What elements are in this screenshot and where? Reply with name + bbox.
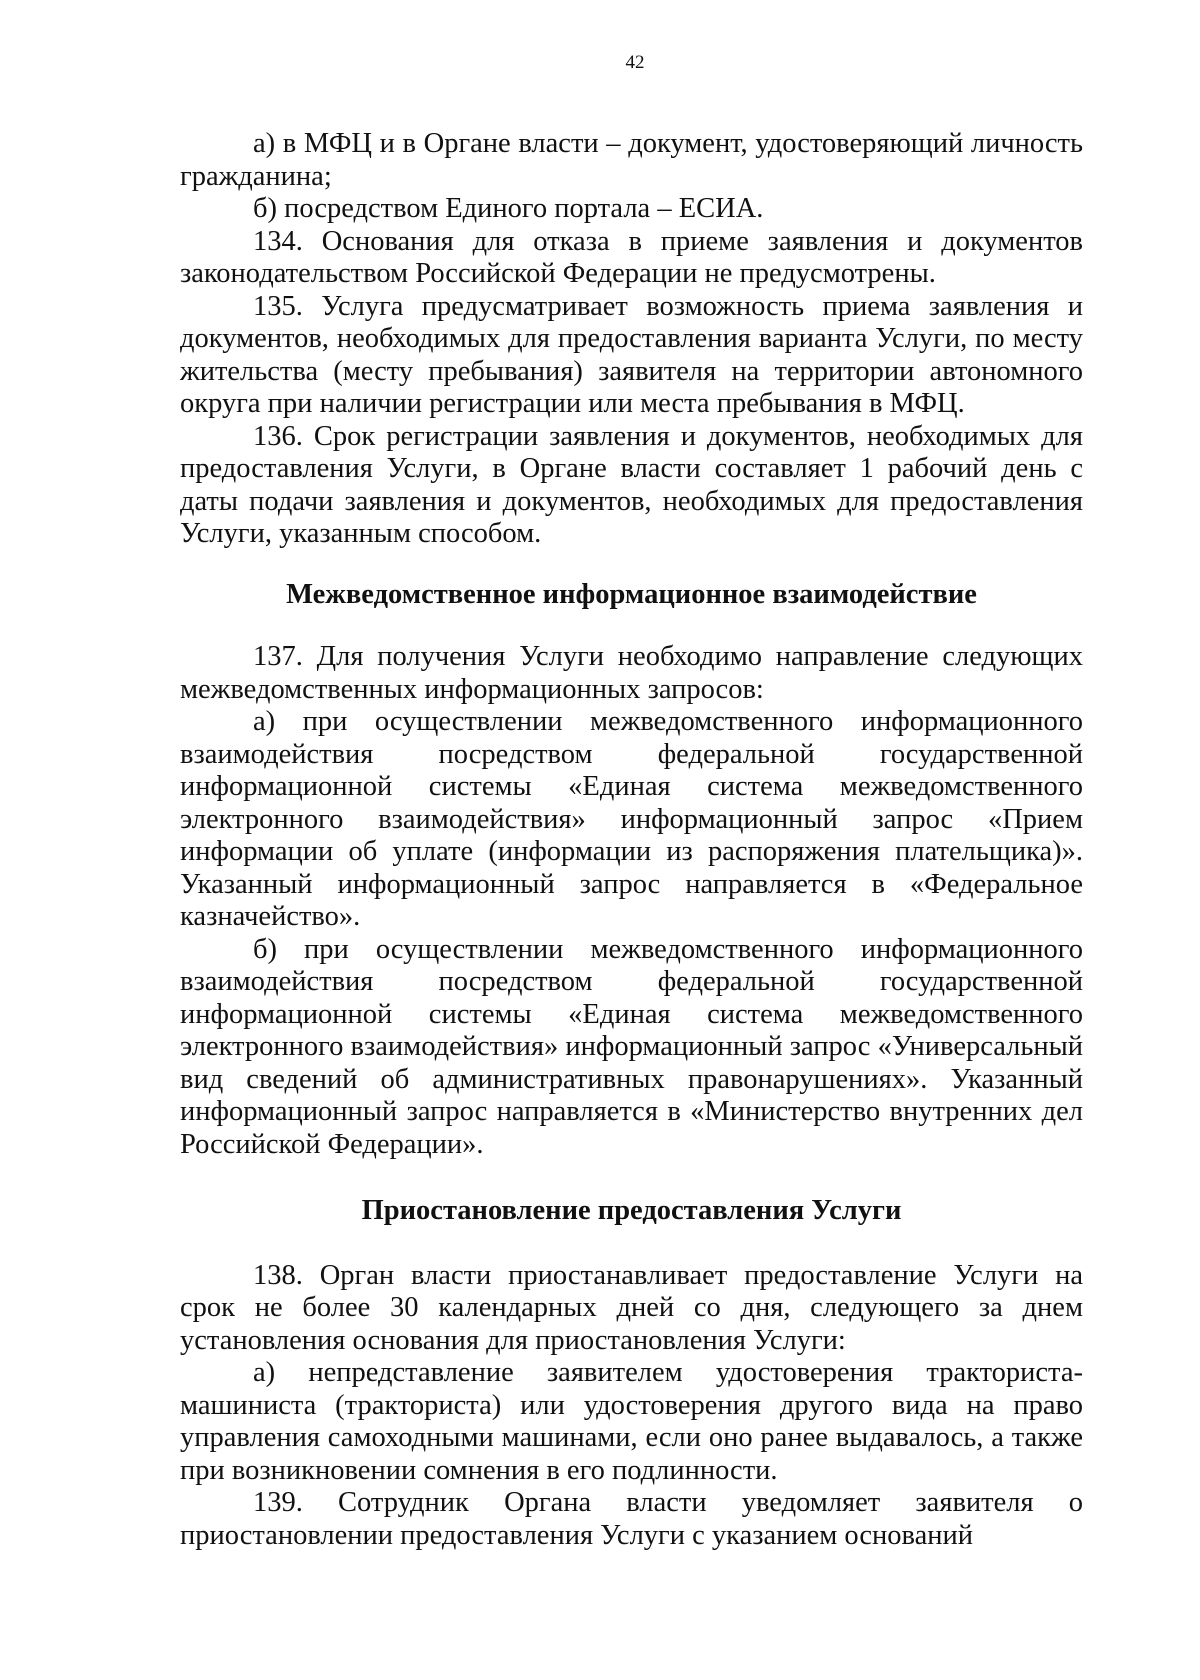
- paragraph-135: 135. Услуга предусматривает возможность приема заявления и документов, необходимых для предоставления варианта Услуги, по месту жительства (месту пребывания) заявителя на территории автономного округа при наличии регистрации или места пребывания в МФЦ.: [180, 290, 1083, 419]
- paragraph-134: 134. Основания для отказа в приеме заявления и документов законодательством Российской Федерации не предусмотрены.: [180, 225, 1083, 289]
- page-number: 42: [625, 52, 645, 73]
- paragraph-136: 136. Срок регистрации заявления и документов, необходимых для предоставления Услуги, в Органе власти составляет 1 рабочий день с даты подачи заявления и документов, необходимых для предоставления Услуги, указанным способом.: [180, 420, 1083, 549]
- paragraph-133a: а) в МФЦ и в Органе власти – документ, удостоверяющий личность гражданина;: [180, 128, 1083, 192]
- section-heading-suspension: Приостановление предоставления Услуги: [361, 1195, 902, 1226]
- document-body: [180, 128, 1083, 1552]
- section-heading-interagency: Межведомственное информационное взаимодействие: [286, 578, 977, 610]
- paragraph-137a: а) при осуществлении межведомственного информационного взаимодействия посредством федеральной государственной информационной системы «Единая система межведомственного электронного взаимодействия» информационный запрос «Прием информации об уплате (информации из распоряжения плательщика)». Указанный информационный запрос направляется в «Федеральное казначейство».: [180, 706, 1083, 932]
- paragraph-138a: а) непредставление заявителем удостоверения тракториста-машиниста (тракториста) или удостоверения другого вида на право управления самоходными машинами, если оно ранее выдавалось, а также при возникновении сомнения в его подлинности.: [180, 1357, 1083, 1486]
- paragraph-137: 137. Для получения Услуги необходимо направление следующих межведомственных информационных запросов:: [180, 641, 1083, 705]
- paragraph-137b: б) при осуществлении межведомственного информационного взаимодействия посредством федеральной государственной информационной системы «Единая система межведомственного электронного взаимодействия» информационный запрос «Универсальный вид сведений об административных правонарушениях». Указанный информационный запрос направляется в «Министерство внутренних дел Российской Федерации».: [180, 933, 1083, 1160]
- paragraph-133b: б) посредством Единого портала – ЕСИА.: [253, 193, 764, 224]
- paragraph-138: 138. Орган власти приостанавливает предоставление Услуги на срок не более 30 календарных дней со дня, следующего за днем установления основания для приостановления Услуги:: [180, 1259, 1083, 1356]
- paragraph-139: 139. Сотрудник Органа власти уведомляет заявителя о приостановлении предоставления Услуги с указанием оснований: [180, 1487, 1083, 1551]
